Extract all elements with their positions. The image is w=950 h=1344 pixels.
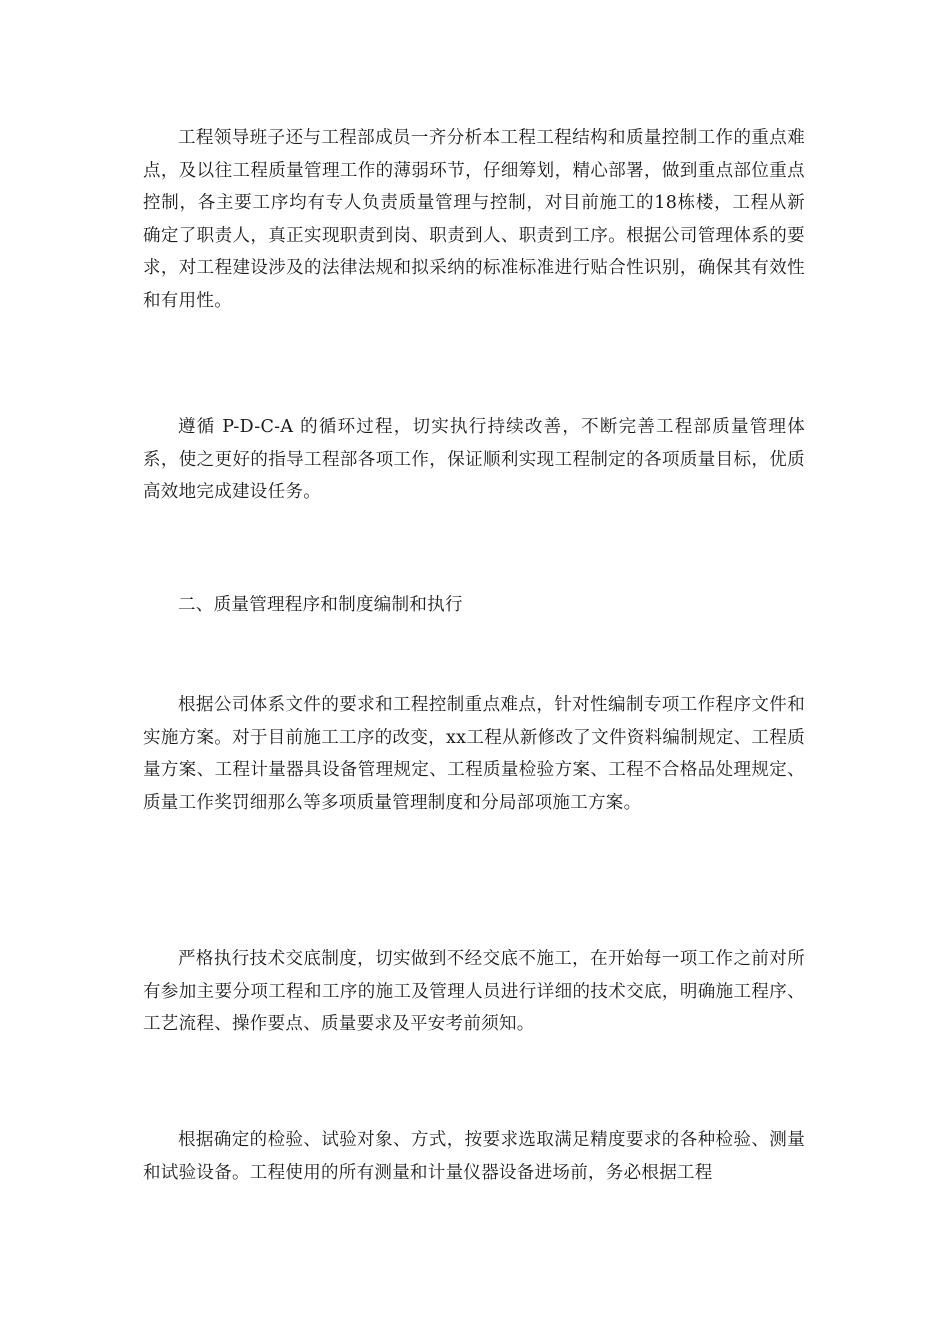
paragraph-quality-planning: 工程领导班子还与工程部成员一齐分析本工程工程结构和质量控制工作的重点难点，及以往工程质量管理工作的薄弱环节，仔细筹划，精心部署，做到重点部位重点控制，各主要工序均有专人负责质量管理与控制，对目前施工的18栋楼，工程从新确定了职责人，真正实现职责到岗、职责到人、职责到工序。根据公司管理体系的要求，对工程建设涉及的法律法规和拟采纳的标准标准进行贴合性识别，确保其有效性和有用性。 [143, 128, 805, 311]
paragraph-measuring-equipment: 根据确定的检验、试验对象、方式，按要求选取满足精度要求的各种检验、测量和试验设备。工程使用的所有测量和计量仪器设备进场前，务必根据工程 [143, 1130, 805, 1183]
paragraph-pdca-cycle: 遵循 P-D-C-A 的循环过程，切实执行持续改善，不断完善工程部质量管理体系，使之更好的指导工程部各项工作，保证顺利实现工程制定的各项质量目标，优质高效地完成建设任务。 [143, 417, 805, 503]
paragraph-technical-briefing: 严格执行技术交底制度，切实做到不经交底不施工，在开始每一项工作之前对所有参加主要分项工程和工序的施工及管理人员进行详细的技术交底，明确施工程序、工艺流程、操作要点、质量要求及平安考前须知。 [143, 949, 805, 1035]
paragraph-procedure-documents: 根据公司体系文件的要求和工程控制重点难点，针对性编制专项工作程序文件和实施方案。对于目前施工工序的改变，xx工程从新修改了文件资料编制规定、工程质量方案、工程计量器具设备管理规定、工程质量检验方案、工程不合格品处理规定、质量工作奖罚细那么等多项质量管理制度和分局部项施工方案。 [143, 695, 805, 813]
section-heading: 二、质量管理程序和制度编制和执行 [178, 595, 463, 615]
